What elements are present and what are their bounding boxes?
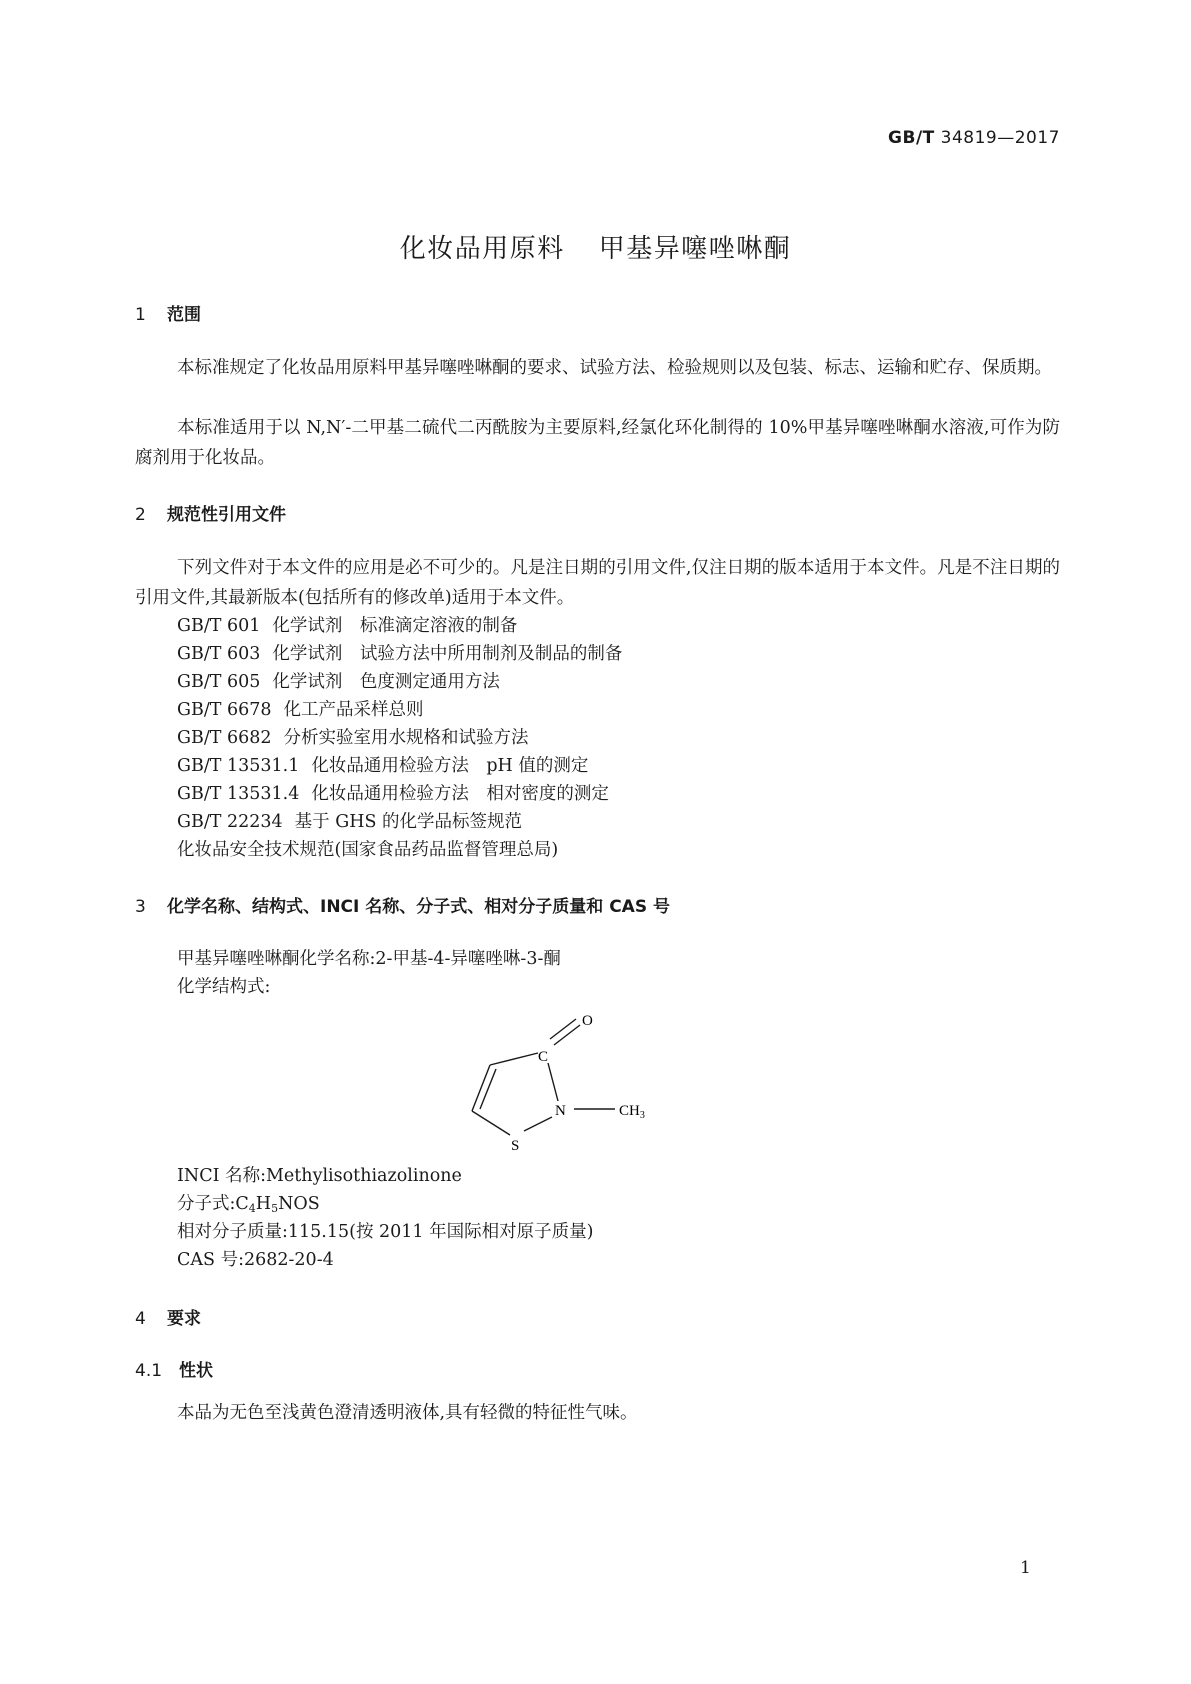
title-part1: 化妆品用原料 xyxy=(399,234,565,264)
reference-item xyxy=(177,836,558,861)
structure-bonds xyxy=(472,1019,615,1135)
atom-c: C xyxy=(538,1049,549,1065)
section-1-para-2-text: 本标准适用于以 N,N′-二甲基二硫代二丙酰胺为主要原料,经氯化环化制得的 10%甲基异噻唑啉酮水溶液,可作为防腐剂用于化妆品。 xyxy=(135,418,1060,468)
reference-code: GB/T 605 xyxy=(177,672,261,692)
section-2-intro xyxy=(135,553,1060,613)
reference-code: GB/T 13531.1 xyxy=(177,756,300,776)
section-2-number: 2 xyxy=(135,505,146,525)
bond-line xyxy=(480,1069,496,1109)
reference-code: GB/T 603 xyxy=(177,644,261,664)
bond-line xyxy=(550,1019,576,1039)
standard-prefix: GB/T xyxy=(888,128,935,148)
bond-line xyxy=(490,1053,538,1065)
bond-line xyxy=(472,1065,490,1111)
section-3-title: 化学名称、结构式、INCI 名称、分子式、相对分子质量和 CAS 号 xyxy=(167,897,670,917)
reference-code: GB/T 601 xyxy=(177,616,261,636)
bond-line xyxy=(524,1117,552,1131)
atom-ch3-subscript: 3 xyxy=(639,1110,645,1121)
reference-title: 基于 GHS 的化学品标签规范 xyxy=(294,812,523,832)
reference-item xyxy=(177,724,529,749)
section-3-number: 3 xyxy=(135,897,146,917)
reference-code: GB/T 6678 xyxy=(177,700,272,720)
section-2-intro-text: 下列文件对于本文件的应用是必不可少的。凡是注日期的引用文件,仅注日期的版本适用于本文件。凡是不注日期的引用文件,其最新版本(包括所有的修改单)适用于本文件。 xyxy=(135,558,1060,608)
section-2-title: 规范性引用文件 xyxy=(167,505,286,525)
standard-number xyxy=(850,128,1060,148)
reference-title: 化妆品安全技术规范(国家食品药品监督管理总局) xyxy=(177,840,559,860)
section-4-1-number: 4.1 xyxy=(135,1361,163,1381)
structure-label: 化学结构式: xyxy=(177,977,271,997)
reference-title: 化妆品通用检验方法 pH 值的测定 xyxy=(311,756,589,776)
reference-item xyxy=(177,612,517,637)
atom-s: S xyxy=(511,1138,520,1154)
section-4-title: 要求 xyxy=(167,1309,201,1329)
cas-number: CAS 号:2682-20-4 xyxy=(177,1250,334,1270)
reference-title: 化学试剂 色度测定通用方法 xyxy=(272,672,500,692)
bond-line xyxy=(548,1063,558,1101)
section-4-heading xyxy=(135,1304,201,1329)
reference-code: GB/T 6682 xyxy=(177,728,272,748)
molecular-weight: 相对分子质量:115.15(按 2011 年国际相对原子质量) xyxy=(177,1222,594,1242)
section-1-number: 1 xyxy=(135,305,146,325)
title-part2: 甲基异噻唑啉酮 xyxy=(598,234,792,264)
reference-item xyxy=(177,752,588,777)
reference-item xyxy=(177,668,500,693)
bond-line xyxy=(554,1025,580,1045)
reference-item xyxy=(177,696,424,721)
reference-code: GB/T 22234 xyxy=(177,812,283,832)
reference-title: 化工产品采样总则 xyxy=(283,700,424,720)
reference-code: GB/T 13531.4 xyxy=(177,784,300,804)
bond-line xyxy=(472,1111,510,1135)
chemical-structure-diagram xyxy=(450,1005,690,1165)
atom-ch3-label: CH xyxy=(619,1103,640,1119)
section-2-heading xyxy=(135,500,286,525)
formula-c: C xyxy=(235,1194,249,1214)
section-1-heading xyxy=(135,300,201,325)
chemical-name: 甲基异噻唑啉酮化学名称:2-甲基-4-异噻唑啉-3-酮 xyxy=(177,949,561,969)
section-1-para-1-text: 本标准规定了化妆品用原料甲基异噻唑啉酮的要求、试验方法、检验规则以及包装、标志、运输和贮存、保质期。 xyxy=(177,358,1052,378)
formula-h: H xyxy=(255,1194,272,1214)
reference-title: 化学试剂 标准滴定溶液的制备 xyxy=(272,616,518,636)
page-number: 1 xyxy=(1020,1558,1031,1578)
atom-o: O xyxy=(582,1013,593,1029)
section-4-1-title: 性状 xyxy=(179,1361,213,1381)
section-4-1-paragraph: 本品为无色至浅黄色澄清透明液体,具有轻微的特征性气味。 xyxy=(177,1403,638,1423)
section-1-title: 范围 xyxy=(167,305,201,325)
formula-c-sub: 4 xyxy=(248,1202,256,1215)
section-1-paragraph-2 xyxy=(135,413,1060,473)
atom-ch3 xyxy=(619,1103,645,1121)
atom-n: N xyxy=(555,1103,566,1119)
inci-name: INCI 名称:Methylisothiazolinone xyxy=(177,1166,462,1186)
reference-title: 分析实验室用水规格和试验方法 xyxy=(283,728,529,748)
molecular-formula xyxy=(177,1190,320,1215)
formula-rest: NOS xyxy=(278,1194,320,1214)
reference-title: 化妆品通用检验方法 相对密度的测定 xyxy=(311,784,609,804)
reference-item xyxy=(177,808,522,833)
reference-title: 化学试剂 试验方法中所用制剂及制品的制备 xyxy=(272,644,623,664)
standard-code: 34819—2017 xyxy=(940,128,1060,148)
section-4-number: 4 xyxy=(135,1309,146,1329)
formula-label: 分子式: xyxy=(177,1194,236,1214)
formula-h-sub: 5 xyxy=(271,1202,279,1215)
section-4-1-heading xyxy=(135,1356,213,1381)
reference-item xyxy=(177,780,609,805)
document-title xyxy=(0,228,1191,265)
section-3-heading xyxy=(135,892,670,917)
reference-item xyxy=(177,640,622,665)
section-1-paragraph-1 xyxy=(135,353,1060,383)
